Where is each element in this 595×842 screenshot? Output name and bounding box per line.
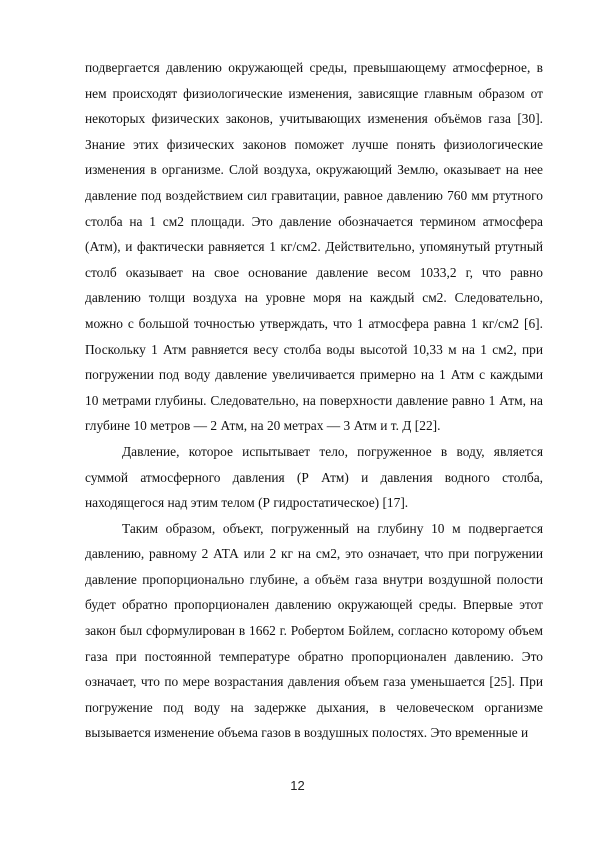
page-number: 12 [290,778,305,793]
paragraph: подвергается давлению окружающей среды, превышающему атмосферное, в нем происходят физиологические изменения, зависящие главным образом от некоторых физических законов, учитывающих изменения объёмов газа [30]. Знание этих физических законов поможет лучше понять физиологические изменения в организме. Слой воздуха, окружающий Землю, оказывает на нее давление под воздействием сил гравитации, равное давлению 760 мм ртутного столба на 1 см2 площади. Это давление обозначается термином атмосфера (Атм), и фактически равняется 1 кг/см2. Действительно, упомянутый ртутный столб оказывает на свое основание давление весом 1033,2 г, что равно давлению толщи воздуха на уровне моря на каждый см2. Следовательно, можно с большой точностью утверждать, что 1 атмосфера равна 1 кг/см2 [6]. Поскольку 1 Атм равняется весу столба воды высотой 10,33 м на 1 см2, при погружении под воду давление увеличивается примерно на 1 Атм с каждыми 10 метрами глубины. Следовательно, на поверхности давление равно 1 Атм, на глубине 10 метров — 2 Атм, на 20 метрах — 3 Атм и т. Д [22]. [85,60,543,434]
paragraph: Таким образом, объект, погруженный на глубину 10 м подвергается давлению, равному 2 АТА или 2 кг на см2, это означает, что при погружении давление пропорционально глубине, а объём газа внутри воздушной полости будет обратно пропорционален давлению окружающей среды. Впервые этот закон был сформулирован в 1662 г. Робертом Бойлем, согласно которому объем газа при постоянной температуре обратно пропорционален давлению. Это означает, что по мере возрастания давления объем газа уменьшается [25]. При погружение под воду на задержке дыхания, в человеческом организме вызывается изменение объема газов в воздушных полостях. Это временные и [85,520,543,741]
paragraph: Давление, которое испытывает тело, погруженное в воду, является суммой атмосферного давления (Р Атм) и давления водного столба, находящегося над этим телом (Р гидростатическое) [17]. [85,443,543,511]
body-text [85,55,543,746]
